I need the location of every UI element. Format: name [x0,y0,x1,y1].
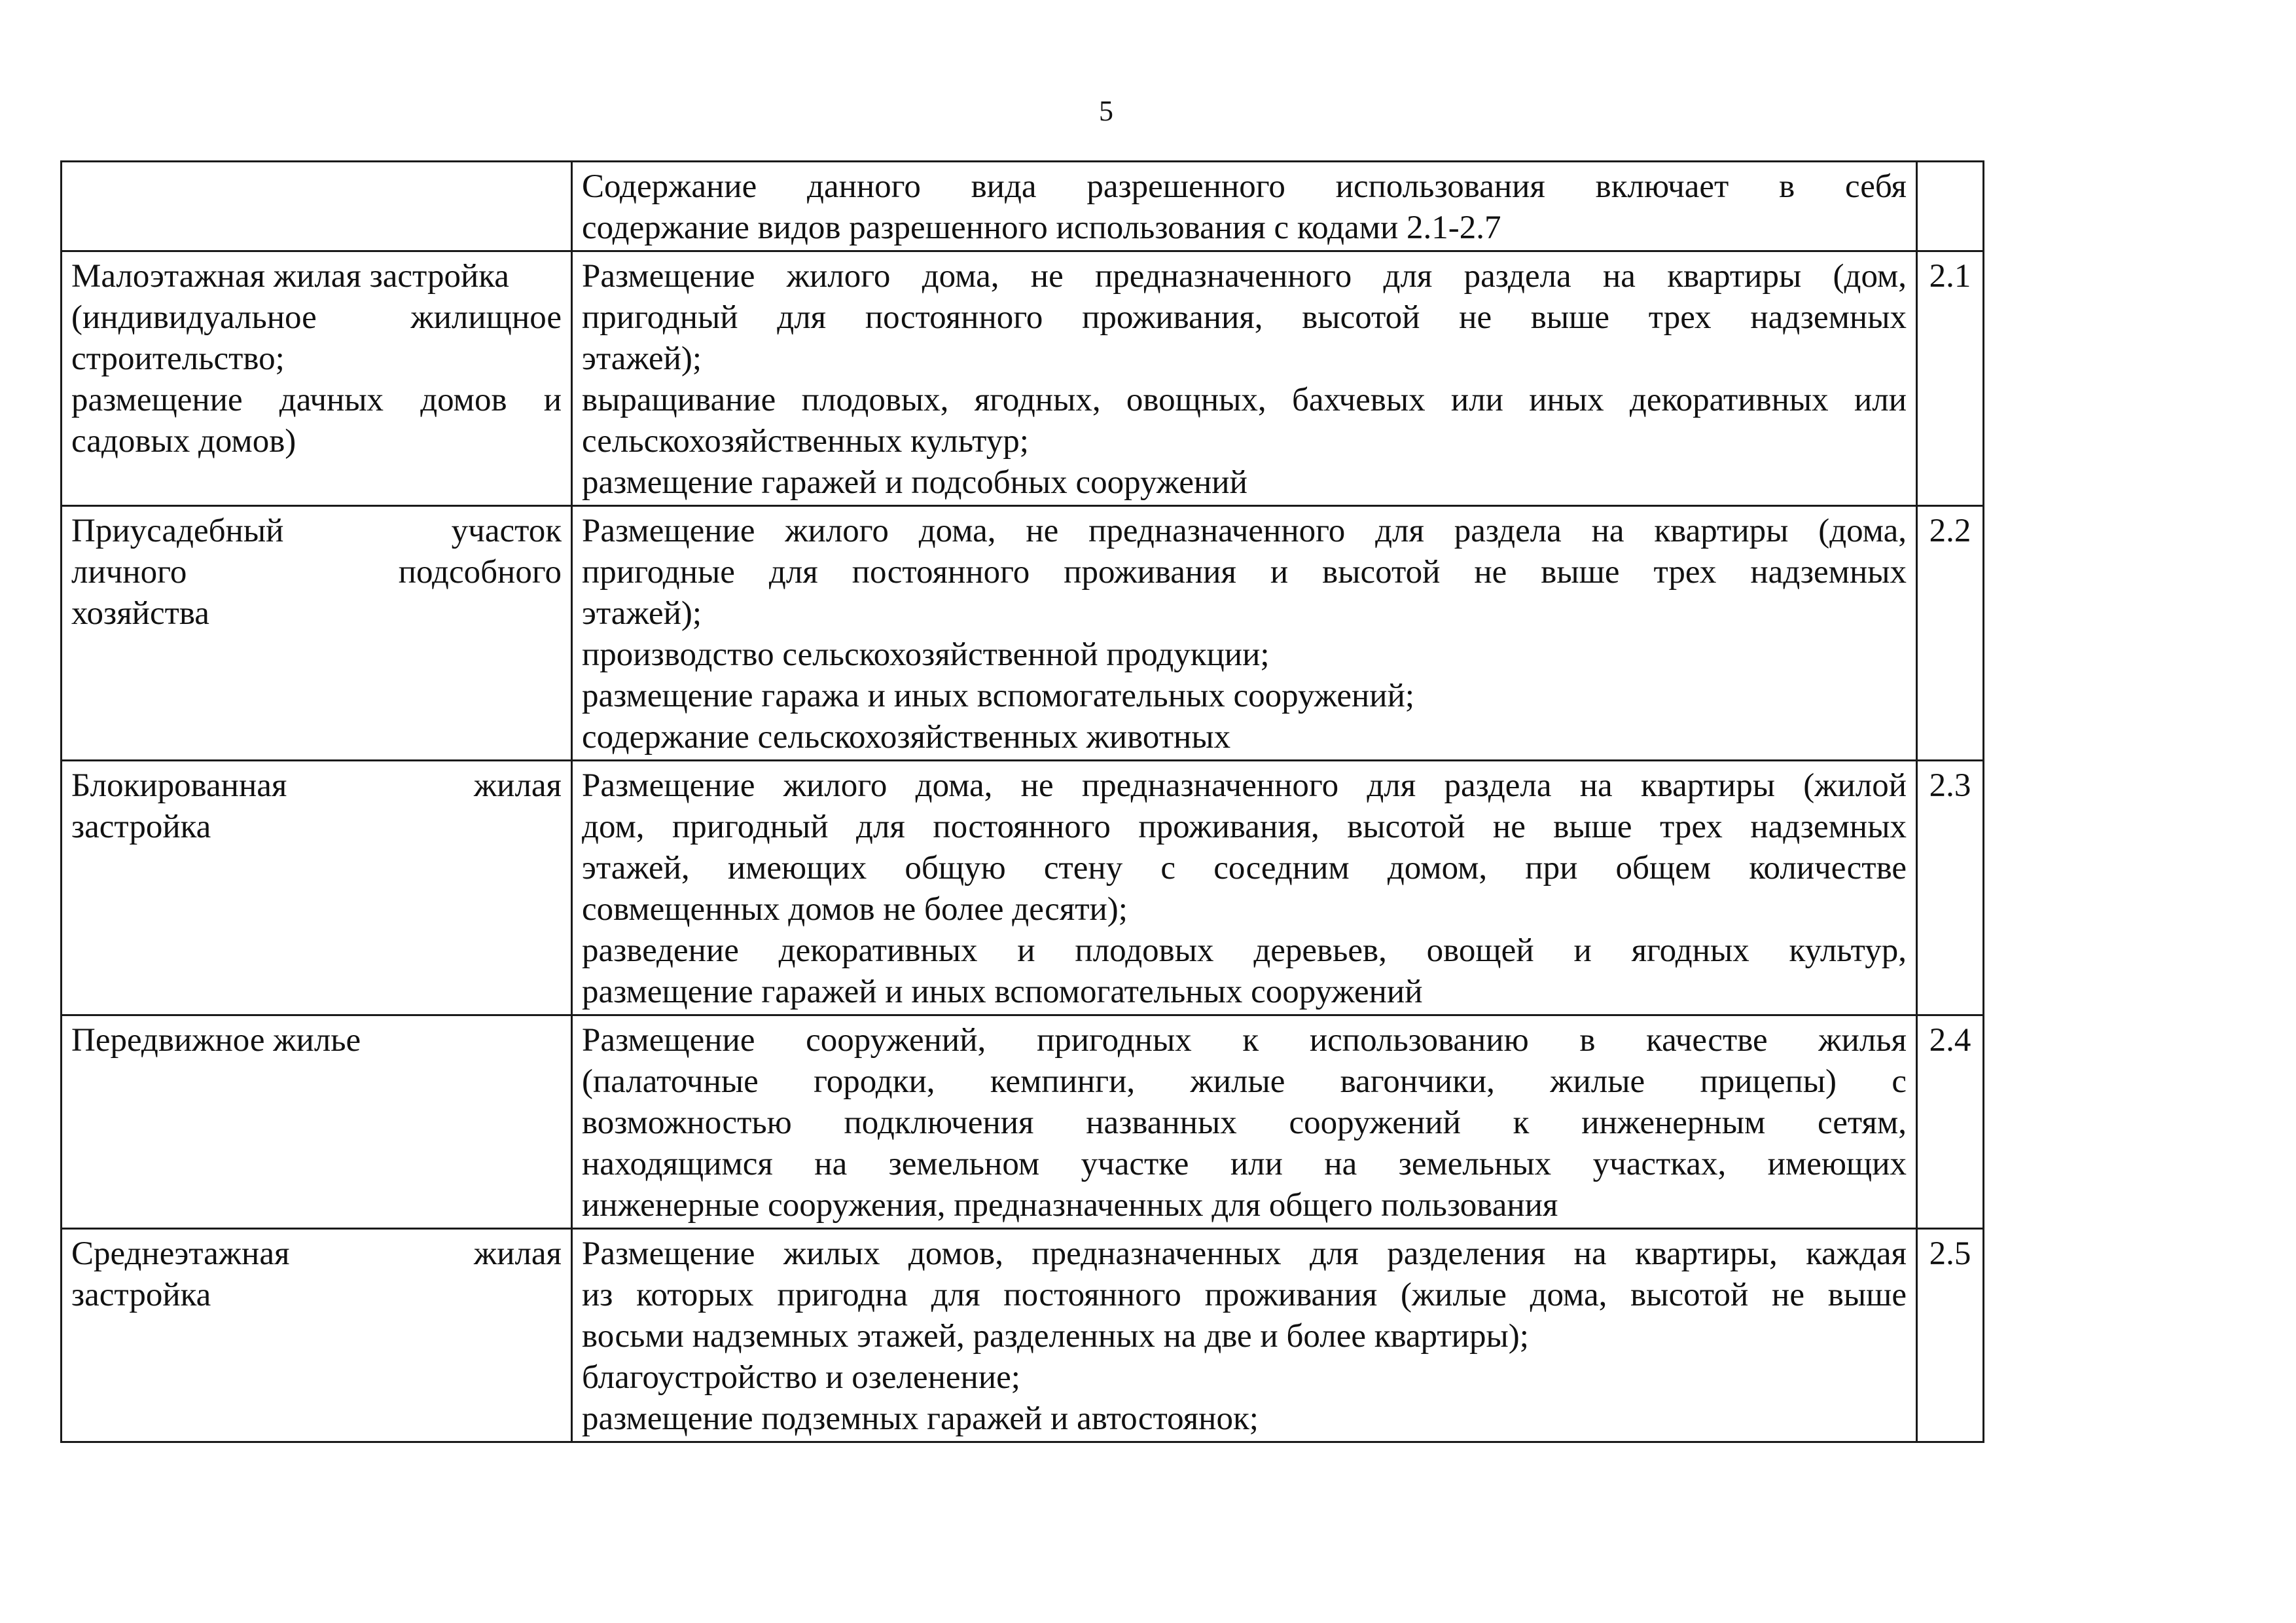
land-use-name-cell [62,761,572,1015]
land-use-code-cell: 2.1 [1917,251,1984,506]
table-row [62,251,1984,506]
land-use-name-cell [62,1229,572,1442]
land-use-description-cell [572,506,1917,761]
name-line: размещение дачных домов и [71,382,562,418]
description-line: этажей); [582,595,702,632]
land-use-description-cell [572,1229,1917,1442]
name-line: Передвижное жилье [71,1022,361,1059]
name-line: застройка [71,809,211,845]
name-line: (индивидуальное жилищное [71,299,562,336]
page-number: 5 [1099,95,1113,127]
description-line: находящимся на земельном участке или на земельных участках, имеющих [582,1146,1907,1182]
name-line: хозяйства [71,595,209,632]
name-line: строительство; [71,340,285,377]
description-line: содержание видов разрешенного использования с кодами 2.1-2.7 [582,210,1501,246]
name-line: садовых домов) [71,423,296,460]
name-line: личного подсобного [71,554,562,591]
description-line: Размещение сооружений, пригодных к использованию в качестве жилья [582,1022,1907,1059]
description-line: размещение подземных гаражей и автостоянок; [582,1400,1259,1437]
land-use-name-cell [62,162,572,251]
description-line: Размещение жилого дома, не предназначенного для раздела на квартиры (жилой [582,767,1907,804]
land-use-description-cell [572,761,1917,1015]
name-line: Среднеэтажная жилая [71,1235,562,1272]
land-use-name-cell [62,251,572,506]
description-line: благоустройство и озеленение; [582,1359,1020,1396]
description-line: разведение декоративных и плодовых деревьев, овощей и ягодных культур, [582,932,1907,969]
land-use-code-cell: 2.3 [1917,761,1984,1015]
description-line: этажей, имеющих общую стену с соседним домом, при общем количестве [582,850,1907,886]
land-use-code-cell: 2.2 [1917,506,1984,761]
description-line: из которых пригодна для постоянного проживания (жилые дома, высотой не выше [582,1277,1907,1313]
description-line: сельскохозяйственных культур; [582,423,1029,460]
description-line: пригодный для постоянного проживания, высотой не выше трех надземных [582,299,1907,336]
description-line: восьми надземных этажей, разделенных на две и более квартиры); [582,1318,1529,1355]
description-line: выращивание плодовых, ягодных, овощных, бахчевых или иных декоративных или [582,382,1907,418]
description-line: возможностью подключения названных сооружений к инженерным сетям, [582,1104,1907,1141]
description-line: Размещение жилого дома, не предназначенного для раздела на квартиры (дом, [582,258,1907,295]
land-use-code-cell: 2.4 [1917,1015,1984,1229]
table-row [62,1015,1984,1229]
description-line: содержание сельскохозяйственных животных [582,719,1231,756]
land-use-code-cell [1917,162,1984,251]
name-line: Приусадебный участок [71,513,562,549]
table-row [62,1229,1984,1442]
land-use-table [60,160,1984,1443]
description-line: производство сельскохозяйственной продукции; [582,636,1270,673]
description-line: Размещение жилых домов, предназначенных для разделения на квартиры, каждая [582,1235,1907,1272]
description-line: инженерные сооружения, предназначенных для общего пользования [582,1187,1558,1224]
name-line: Малоэтажная жилая застройка [71,258,509,295]
description-line: дом, пригодный для постоянного проживания, высотой не выше трех надземных [582,809,1907,845]
description-line: размещение гаражей и подсобных сооружений [582,464,1247,501]
table-row [62,761,1984,1015]
description-line: размещение гаражей и иных вспомогательных сооружений [582,974,1423,1010]
name-line: Блокированная жилая [71,767,562,804]
land-use-description-cell [572,162,1917,251]
table-row [62,162,1984,251]
description-line: совмещенных домов не более десяти); [582,891,1128,928]
description-line: Размещение жилого дома, не предназначенного для раздела на квартиры (дома, [582,513,1907,549]
land-use-name-cell [62,506,572,761]
table-row [62,506,1984,761]
description-line: (палаточные городки, кемпинги, жилые вагончики, жилые прицепы) с [582,1063,1907,1100]
land-use-code-cell: 2.5 [1917,1229,1984,1442]
name-line: застройка [71,1277,211,1313]
description-line: Содержание данного вида разрешенного использования включает в себя [582,168,1907,205]
description-line: пригодные для постоянного проживания и высотой не выше трех надземных [582,554,1907,591]
land-use-description-cell [572,1015,1917,1229]
description-line: размещение гаража и иных вспомогательных сооружений; [582,678,1415,714]
description-line: этажей); [582,340,702,377]
land-use-description-cell [572,251,1917,506]
land-use-name-cell [62,1015,572,1229]
